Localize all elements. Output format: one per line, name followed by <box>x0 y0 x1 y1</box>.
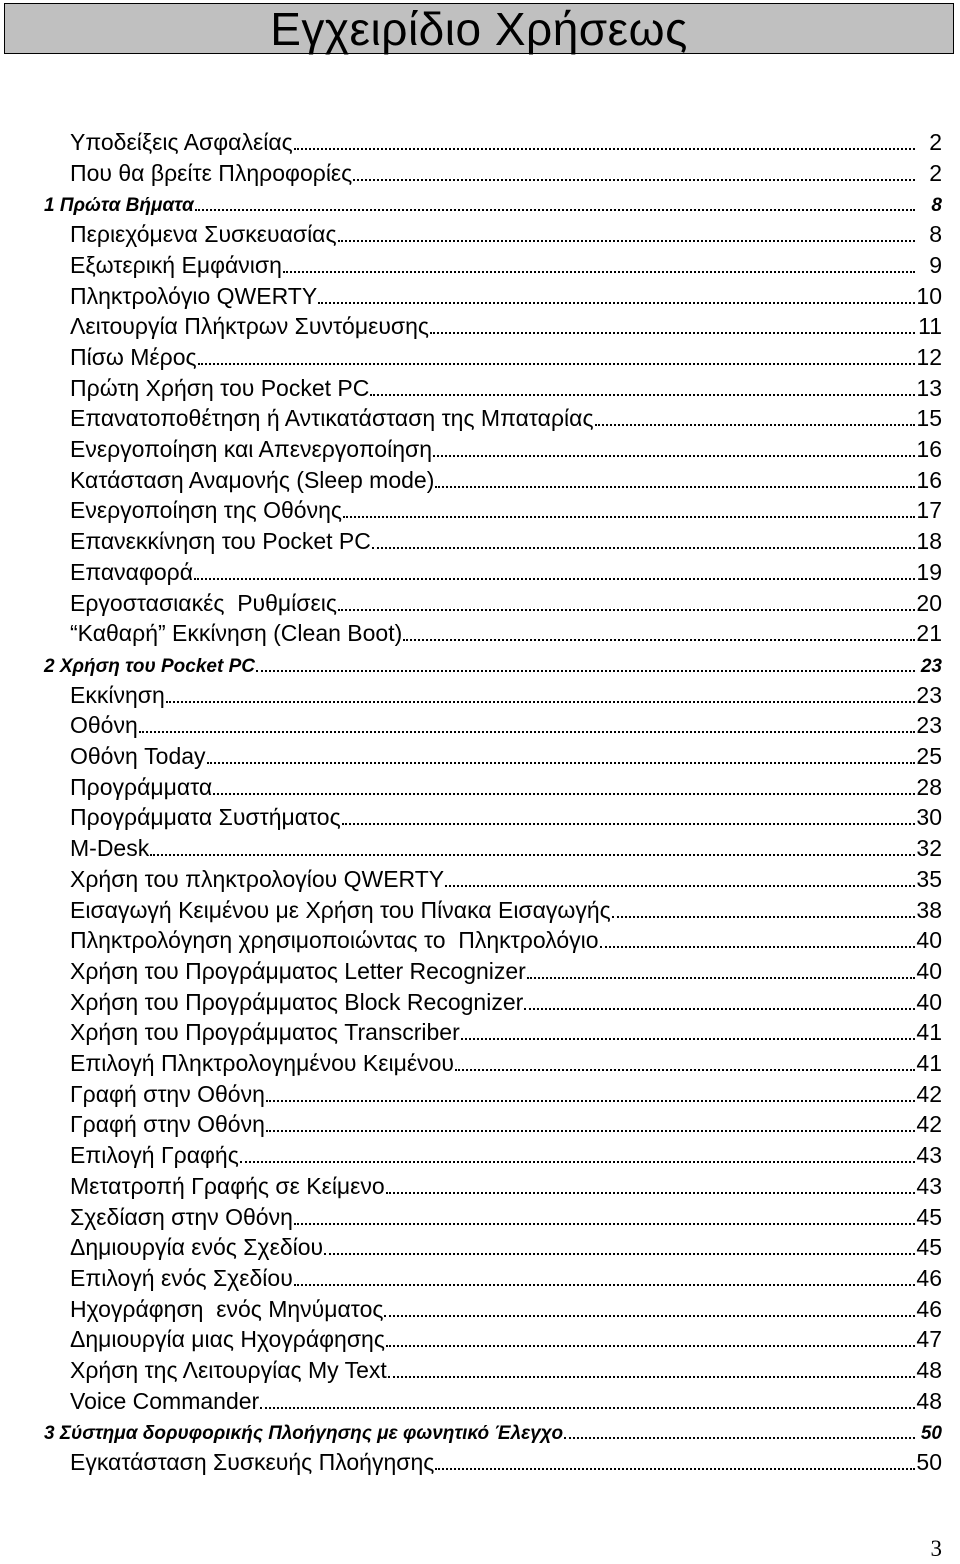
toc-entry[interactable] <box>70 155 942 185</box>
toc-entry-page: 13 <box>916 374 942 401</box>
toc-entry-label: Εκκίνηση <box>70 681 165 708</box>
toc-entry-label: Επαναφορά <box>70 558 194 585</box>
toc-entry-page: 8 <box>929 221 942 248</box>
dot-leader <box>461 1038 915 1040</box>
toc-entry-page: 48 <box>916 1387 942 1414</box>
toc-entry-page: 43 <box>916 1172 942 1199</box>
toc-entry-label: Χρήση του Προγράμματος Block Recognizer <box>70 988 524 1015</box>
dot-leader <box>338 609 915 611</box>
toc-entry-label: Ενεργοποίηση της Οθόνης <box>70 497 342 524</box>
toc-chapter-entry[interactable] <box>44 185 942 215</box>
toc-entry-label: M-Desk <box>70 835 150 862</box>
dot-leader <box>294 1223 915 1225</box>
dot-leader <box>595 424 915 426</box>
toc-entry-label: Χρήση του πληκτρολογίου QWERTY <box>70 865 445 892</box>
toc-entry-page: 23 <box>916 712 942 739</box>
toc-entry[interactable] <box>70 585 942 615</box>
dot-leader <box>342 823 915 825</box>
dot-leader <box>283 271 915 273</box>
dot-leader <box>207 762 915 764</box>
toc-entry-label: Προγράμματα Συστήματος <box>70 804 341 831</box>
toc-entry-label: Μετατροπή Γραφής σε Κείμενο <box>70 1172 385 1199</box>
toc-entry-label: Εξωτερική Εμφάνιση <box>70 251 282 278</box>
toc-entry[interactable] <box>70 861 942 891</box>
toc-entry[interactable] <box>70 953 942 983</box>
toc-entry[interactable] <box>70 124 942 154</box>
toc-entry[interactable] <box>70 1352 942 1382</box>
toc-entry-page: 30 <box>916 804 942 831</box>
dot-leader <box>564 1437 915 1439</box>
dot-leader <box>139 731 915 733</box>
toc-entry[interactable] <box>70 922 942 952</box>
dot-leader <box>194 578 915 580</box>
toc-entry[interactable] <box>70 1106 942 1136</box>
toc-entry-label: Κατάσταση Αναμονής (Sleep mode) <box>70 466 435 493</box>
toc-entry-page: 2 <box>929 129 942 155</box>
dot-leader <box>294 1284 915 1286</box>
toc-entry-page: 25 <box>916 743 942 769</box>
dot-leader <box>527 977 915 979</box>
toc-entry[interactable] <box>70 1168 942 1198</box>
toc-entry[interactable] <box>70 278 942 308</box>
dot-leader <box>166 701 915 703</box>
toc-entry-label: Ηχογράφηση ενός Μηνύματος <box>70 1295 384 1322</box>
toc-entry[interactable] <box>70 431 942 461</box>
toc-entry-label: Δημιουργία μιας Ηχογράφησης <box>70 1326 385 1353</box>
toc-entry-label: Επιλογή ενός Σχεδίου <box>70 1264 293 1291</box>
toc-entry[interactable] <box>70 1444 942 1474</box>
dot-leader <box>384 1315 915 1317</box>
toc-entry[interactable] <box>70 984 942 1014</box>
toc-entry-label: Επιλογή Γραφής <box>70 1142 239 1169</box>
dot-leader <box>338 240 915 242</box>
toc-entry[interactable] <box>70 830 942 860</box>
dot-leader <box>430 332 915 334</box>
toc-entry-page: 45 <box>916 1234 942 1261</box>
toc-entry[interactable] <box>70 707 942 737</box>
dot-leader <box>240 1161 915 1163</box>
toc-entry-label: Πληκτρολόγιο QWERTY <box>70 282 318 309</box>
toc-entry-label: Χρήση της Λειτουργίας My Text <box>70 1357 387 1383</box>
toc-entry-page: 10 <box>916 282 942 309</box>
toc-entry[interactable] <box>70 892 942 922</box>
toc-entry[interactable] <box>70 1076 942 1106</box>
toc-entry[interactable] <box>70 1321 942 1351</box>
dot-leader <box>150 854 915 856</box>
toc-entry-label: Υποδείξεις Ασφαλείας <box>70 129 293 155</box>
toc-entry-label: Οθόνη <box>70 712 138 739</box>
toc-entry[interactable] <box>70 1137 942 1167</box>
toc-entry-label: Περιεχόμενα Συσκευασίας <box>70 221 337 248</box>
toc-entry-page: 43 <box>916 1142 942 1169</box>
dot-leader <box>388 1376 915 1378</box>
toc-entry-page: 23 <box>916 681 942 708</box>
toc-chapter-entry[interactable] <box>44 646 942 676</box>
toc-entry-page: 17 <box>916 497 942 524</box>
toc-chapter-entry[interactable] <box>44 1413 942 1443</box>
toc-entry[interactable] <box>70 400 942 430</box>
toc-entry[interactable] <box>70 339 942 369</box>
toc-entry-page: 20 <box>916 589 942 616</box>
toc-entry-label: Εισαγωγή Κειμένου με Χρήση του Πίνακα Εισαγωγής <box>70 896 611 923</box>
toc-entry[interactable] <box>70 462 942 492</box>
dot-leader <box>343 516 915 518</box>
dot-leader <box>353 179 915 181</box>
dot-leader <box>386 1192 915 1194</box>
toc-entry-page: 15 <box>916 405 942 432</box>
toc-entry-label: Οθόνη Today <box>70 743 206 769</box>
toc-entry-page: 48 <box>916 1357 942 1383</box>
dot-leader <box>435 1468 915 1470</box>
title-banner <box>4 3 954 54</box>
dot-leader <box>600 946 915 948</box>
toc-entry[interactable] <box>70 677 942 707</box>
dot-leader <box>256 670 915 672</box>
dot-leader <box>294 148 915 150</box>
toc-entry-label: Ενεργοποίηση και Απενεργοποίηση <box>70 436 432 462</box>
toc-entry-label: Σχεδίαση στην Οθόνη <box>70 1203 293 1230</box>
dot-leader <box>435 486 915 488</box>
dot-leader <box>524 1008 915 1010</box>
toc-entry-label: Επανατοποθέτηση ή Αντικατάσταση της Μπαταρίας <box>70 405 594 432</box>
toc-entry-label: Χρήση του Προγράμματος Letter Recognizer <box>70 957 526 984</box>
toc-entry[interactable] <box>70 799 942 829</box>
dot-leader <box>370 394 915 396</box>
toc-entry-label: Επανεκκίνηση του Pocket PC <box>70 528 371 555</box>
toc-entry-page: 12 <box>916 343 942 370</box>
toc-entry-page: 21 <box>916 620 942 647</box>
dot-leader <box>195 209 915 211</box>
dot-leader <box>433 455 915 457</box>
dot-leader <box>403 639 915 641</box>
toc-entry-page: 40 <box>916 927 942 954</box>
toc-entry-page: 42 <box>916 1080 942 1107</box>
dot-leader <box>324 1253 915 1255</box>
toc-entry-label: Επιλογή Πληκτρολογημένου Κειμένου <box>70 1050 454 1076</box>
toc-entry[interactable] <box>70 1383 942 1413</box>
toc-entry-label: 1 Πρώτα Βήματα <box>44 195 194 217</box>
toc-entry-label: Χρήση του Προγράμματος Transcriber <box>70 1019 460 1046</box>
toc-entry-label: “Καθαρή” Εκκίνηση (Clean Boot) <box>70 620 403 647</box>
toc-entry-page: 9 <box>929 251 942 278</box>
toc-entry[interactable] <box>70 1291 942 1321</box>
toc-entry-label: 2 Χρήση του Pocket PC <box>44 655 255 677</box>
toc-entry-label: Πρώτη Χρήση του Pocket PC <box>70 374 370 401</box>
toc-entry-page: 46 <box>916 1264 942 1291</box>
dot-leader <box>372 547 915 549</box>
toc-entry[interactable] <box>70 1014 942 1044</box>
toc-entry-label: Προγράμματα <box>70 773 213 800</box>
toc-entry[interactable] <box>70 1045 942 1075</box>
toc-entry-page: 11 <box>918 313 942 340</box>
toc-entry-label: Εργοστασιακές Ρυθμίσεις <box>70 589 337 616</box>
dot-leader <box>455 1069 915 1071</box>
dot-leader <box>386 1345 915 1347</box>
toc-entry-page: 28 <box>916 773 942 800</box>
toc-entry-label: 3 Σύστημα δορυφορικής Πλοήγησης με φωνητικό Έλεγχο <box>44 1423 564 1445</box>
toc-entry-page: 38 <box>916 896 942 923</box>
toc-entry[interactable] <box>70 769 942 799</box>
toc-entry-label: Γραφή στην Οθόνη <box>70 1111 265 1138</box>
toc-entry[interactable] <box>70 370 942 400</box>
toc-entry-label: Πληκτρολόγηση χρησιμοποιώντας το Πληκτρολόγιο <box>70 927 599 954</box>
toc-entry-label: Γραφή στην Οθόνη <box>70 1080 265 1107</box>
toc-entry-page: 50 <box>916 1449 942 1476</box>
toc-entry-page: 35 <box>916 865 942 892</box>
toc-entry-page: 41 <box>916 1050 942 1076</box>
toc-entry-page: 46 <box>916 1295 942 1322</box>
toc-entry[interactable] <box>70 738 942 768</box>
toc-entry-label: Που θα βρείτε Πληροφορίες <box>70 159 353 186</box>
toc-entry-page: 16 <box>916 466 942 493</box>
toc-entry[interactable] <box>70 1199 942 1229</box>
dot-leader <box>318 302 915 304</box>
toc-entry-page: 45 <box>916 1203 942 1230</box>
toc-entry[interactable] <box>70 247 942 277</box>
toc-entry-page: 2 <box>929 159 942 186</box>
toc-entry[interactable] <box>70 308 942 338</box>
dot-leader <box>266 1130 915 1132</box>
toc-entry-page: 40 <box>916 957 942 984</box>
toc-entry-label: Δημιουργία ενός Σχεδίου <box>70 1234 324 1261</box>
dot-leader <box>260 1407 915 1409</box>
toc-entry-label: Πίσω Μέρος <box>70 343 197 370</box>
toc-entry[interactable] <box>70 615 942 645</box>
toc-entry-page: 23 <box>920 655 942 677</box>
toc-entry-page: 32 <box>916 835 942 862</box>
toc-entry-page: 16 <box>916 436 942 462</box>
dot-leader <box>266 1100 915 1102</box>
toc-entry-page: 50 <box>920 1423 942 1445</box>
toc-entry-label: Voice Commander <box>70 1387 260 1414</box>
toc-entry[interactable] <box>70 216 942 246</box>
dot-leader <box>198 363 915 365</box>
toc-entry-page: 42 <box>916 1111 942 1138</box>
toc-entry[interactable] <box>70 1229 942 1259</box>
dot-leader <box>445 885 915 887</box>
dot-leader <box>612 916 915 918</box>
toc-entry-page: 19 <box>916 558 942 585</box>
toc-entry-page: 47 <box>916 1326 942 1353</box>
toc-entry-label: Εγκατάσταση Συσκευής Πλοήγησης <box>70 1449 435 1476</box>
toc-entry[interactable] <box>70 554 942 584</box>
toc-entry-page: 41 <box>916 1019 942 1046</box>
toc-entry-page: 8 <box>931 195 942 217</box>
toc-entry-page: 18 <box>916 528 942 555</box>
toc-entry[interactable] <box>70 492 942 522</box>
document-title: Εγχειρίδιο Χρήσεως <box>270 2 688 55</box>
toc-entry-label: Λειτουργία Πλήκτρων Συντόμευσης <box>70 313 429 340</box>
toc-entry[interactable] <box>70 523 942 553</box>
toc-entry[interactable] <box>70 1260 942 1290</box>
page-number: 3 <box>930 1536 942 1561</box>
toc-entry-page: 40 <box>916 988 942 1015</box>
dot-leader <box>213 793 915 795</box>
